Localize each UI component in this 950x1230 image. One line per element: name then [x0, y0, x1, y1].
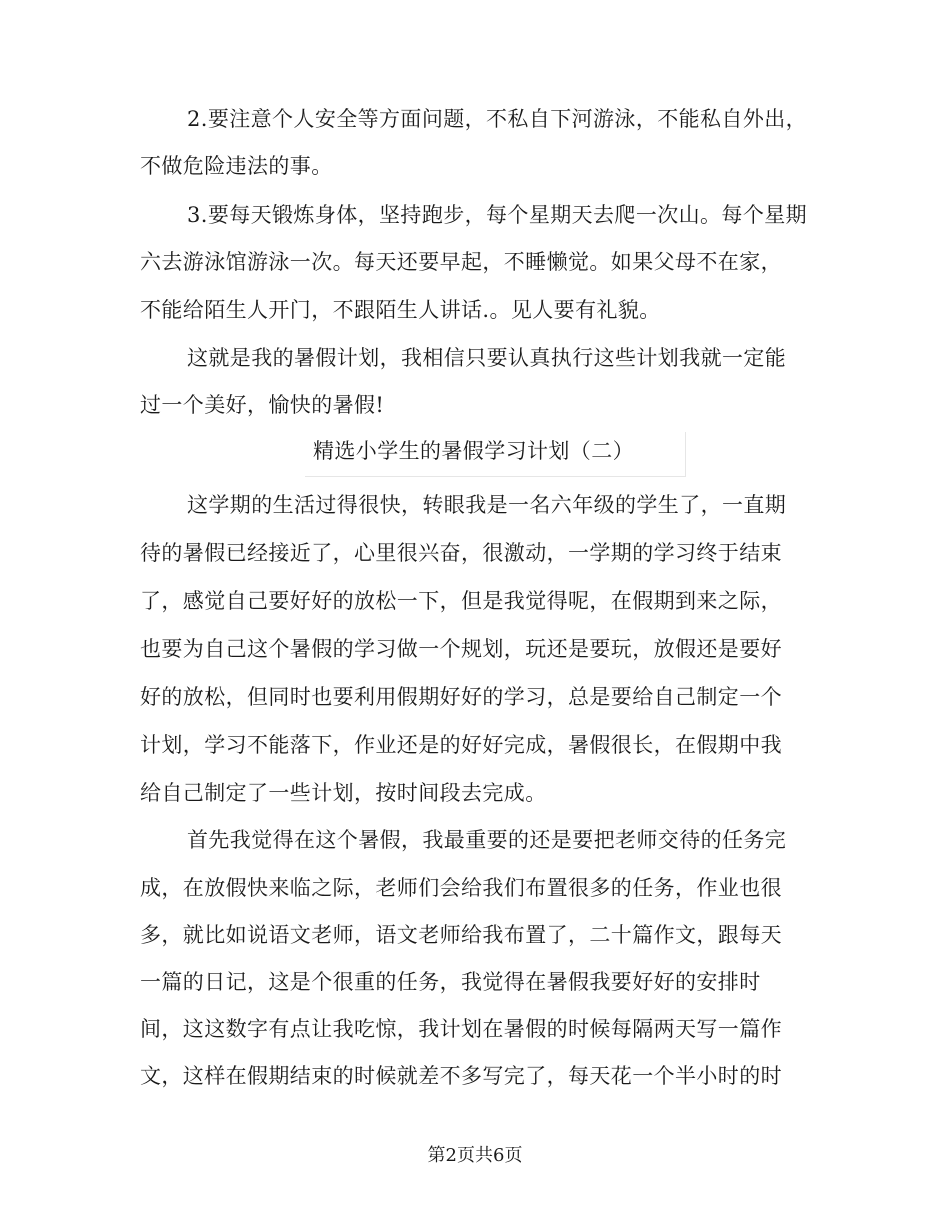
paragraph-line: 六去游泳馆游泳一次。每天还要早起，不睡懒觉。如果父母不在家， — [140, 250, 782, 274]
paragraph-line: 待的暑假已经接近了，心里很兴奋，很激动，一学期的学习终于结束 — [140, 541, 782, 565]
paragraph-line: 计划，学习不能落下，作业还是的好好完成，暑假很长，在假期中我 — [140, 733, 782, 757]
paragraph-line: 2.要注意个人安全等方面问题，不私自下河游泳，不能私自外出， — [187, 107, 808, 131]
paragraph-line: 这学期的生活过得很快，转眼我是一名六年级的学生了，一直期 — [187, 493, 787, 517]
paragraph-line: 间，这这数字有点让我吃惊，我计划在暑假的时候每隔两天写一篇作 — [140, 1017, 782, 1041]
paragraph-line: 好的放松，但同时也要利用假期好好的学习，总是要给自己制定一个 — [140, 685, 782, 709]
paragraph-line: 3.要每天锻炼身体，坚持跑步，每个星期天去爬一次山。每个星期 — [187, 203, 808, 227]
paragraph-line: 文，这样在假期结束的时候就差不多写完了，每天花一个半小时的时 — [140, 1064, 782, 1088]
paragraph-line: 给自己制定了一些计划，按时间段去完成。 — [140, 781, 547, 805]
paragraph-line: 首先我觉得在这个暑假，我最重要的还是要把老师交待的任务完 — [187, 828, 787, 852]
page-number-footer: 第2页共6页 — [427, 1145, 523, 1166]
paragraph-line: 多，就比如说语文老师，语文老师给我布置了，二十篇作文，跟每天 — [140, 923, 782, 947]
paragraph-line: 不能给陌生人开门，不跟陌生人讲话.。见人要有礼貌。 — [140, 298, 661, 322]
paragraph-line: 了，感觉自己要好好的放松一下，但是我觉得呢，在假期到来之际， — [140, 589, 782, 613]
paragraph-line: 一篇的日记，这是个很重的任务，我觉得在暑假我要好好的安排时 — [140, 970, 761, 994]
paragraph-line: 也要为自己这个暑假的学习做一个规划，玩还是要玩，放假还是要好 — [140, 637, 782, 661]
paragraph-line: 成，在放假快来临之际，老师们会给我们布置很多的任务，作业也很 — [140, 876, 782, 900]
section-title: 精选小学生的暑假学习计划（二） — [313, 439, 634, 463]
paragraph-line: 过一个美好，愉快的暑假! — [140, 393, 385, 417]
paragraph-line: 不做危险违法的事。 — [140, 154, 333, 178]
paragraph-line: 这就是我的暑假计划，我相信只要认真执行这些计划我就一定能 — [187, 346, 787, 370]
